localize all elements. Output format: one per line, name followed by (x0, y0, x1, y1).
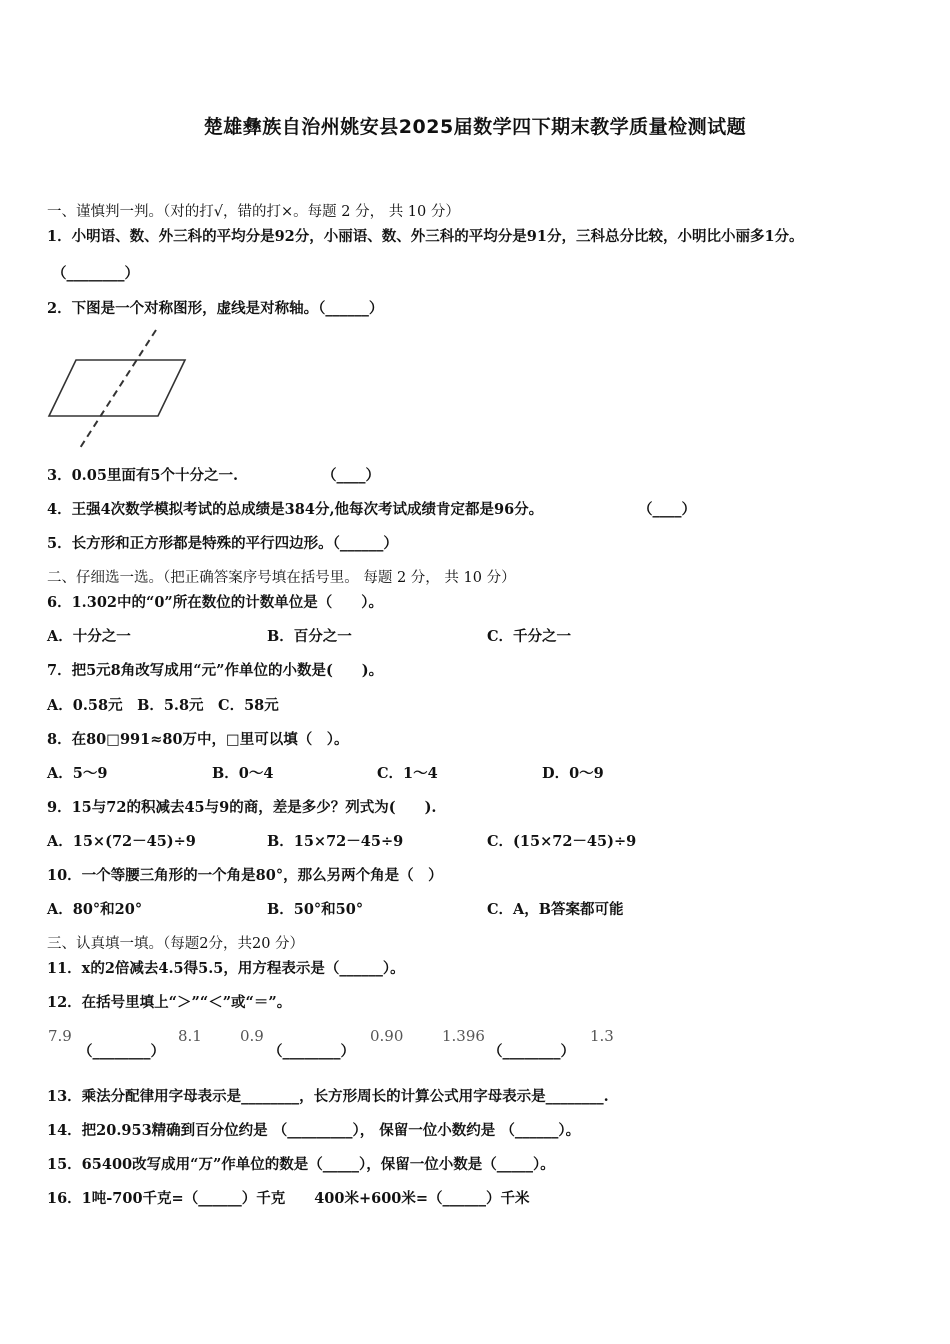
section1-header: 一、谨慎判一判。（对的打√，错的打×。每题 2 分， 共 10 分） (47, 204, 460, 220)
question-6-option-b[interactable]: B．百分之一 (267, 628, 352, 645)
question-16: 16．1吨-700千克=（______）千克 400米+600米=（______）千米 (47, 1190, 530, 1207)
question-1-blank[interactable]: （________） (52, 265, 139, 282)
page-title: 楚雄彝族自治州姚安县2025届数学四下期末教学质量检测试题 (203, 116, 747, 138)
parallelogram-figure (44, 328, 194, 452)
question-8-option-c[interactable]: C．1～4 (377, 765, 438, 782)
question-6-option-c[interactable]: C．千分之一 (487, 628, 572, 645)
question-10-option-a[interactable]: A．80°和20° (47, 901, 143, 918)
question-4-blank[interactable]: （____） (638, 501, 696, 518)
question-10-option-b[interactable]: B．50°和50° (267, 901, 364, 918)
compare-2-left: 0.9 (240, 1027, 264, 1045)
question-9: 9．15与72的积减去45与9的商，差是多少？列式为( ). (47, 799, 437, 816)
compare-3-right: 1.3 (590, 1027, 614, 1045)
question-10: 10．一个等腰三角形的一个角是80°，那么另两个角是（ ） (47, 867, 443, 884)
question-14: 14．把20.953精确到百分位约是 （_________）， 保留一位小数约是 （______）。 (47, 1122, 581, 1139)
question-6-option-a[interactable]: A．十分之一 (47, 628, 131, 645)
section2-header: 二、仔细选一选。（把正确答案序号填在括号里。 每题 2 分， 共 10 分） (47, 570, 516, 586)
question-10-option-c[interactable]: C．A，B答案都可能 (487, 901, 624, 918)
question-5: 5．长方形和正方形都是特殊的平行四边形。（______） (47, 535, 398, 552)
question-2: 2．下图是一个对称图形，虚线是对称轴。（______） (47, 300, 384, 317)
compare-1-left: 7.9 (48, 1027, 72, 1045)
symmetry-axis-dashed (80, 330, 156, 448)
question-8-option-d[interactable]: D．0～9 (542, 765, 604, 782)
question-9-option-b[interactable]: B．15×72－45÷9 (267, 833, 404, 850)
compare-1-blank[interactable]: （________） (78, 1043, 165, 1060)
question-9-option-c[interactable]: C．(15×72－45)÷9 (487, 833, 637, 850)
compare-1-right: 8.1 (178, 1027, 202, 1045)
question-9-option-a[interactable]: A．15×(72－45)÷9 (47, 833, 196, 850)
compare-2-blank[interactable]: （________） (268, 1043, 355, 1060)
parallelogram-shape (49, 360, 185, 416)
compare-3-blank[interactable]: （________） (488, 1043, 575, 1060)
question-1: 1．小明语、数、外三科的平均分是92分，小丽语、数、外三科的平均分是91分，三科总分比较，小明比小丽多1分。 (47, 228, 804, 245)
question-7-options[interactable]: A．0.58元 B．5.8元 C．58元 (47, 697, 279, 714)
question-4: 4．王强4次数学模拟考试的总成绩是384分,他每次考试成绩肯定都是96分。 (47, 501, 544, 518)
question-12: 12．在括号里填上“＞”“＜”或“＝”。 (47, 994, 292, 1011)
question-7: 7．把5元8角改写成用“元”作单位的小数是( )。 (47, 662, 384, 679)
question-8: 8．在80□991≈80万中，□里可以填（ ）。 (47, 731, 349, 748)
question-6: 6．1.302中的“0”所在数位的计数单位是（ ）。 (47, 594, 384, 611)
question-3: 3．0.05里面有5个十分之一. (47, 467, 239, 484)
question-8-option-a[interactable]: A．5～9 (47, 765, 108, 782)
question-15: 15．65400改写成用“万”作单位的数是（_____），保留一位小数是（_____）。 (47, 1156, 555, 1173)
question-13: 13．乘法分配律用字母表示是________，长方形周长的计算公式用字母表示是________. (47, 1088, 609, 1105)
question-11: 11．x的2倍减去4.5得5.5，用方程表示是（______）。 (47, 960, 405, 977)
section3-header: 三、认真填一填。（每题2分，共20 分） (47, 936, 305, 952)
question-3-blank[interactable]: （____） (322, 467, 380, 484)
compare-2-right: 0.90 (370, 1027, 404, 1045)
compare-3-left: 1.396 (442, 1027, 485, 1045)
question-8-option-b[interactable]: B．0～4 (212, 765, 274, 782)
